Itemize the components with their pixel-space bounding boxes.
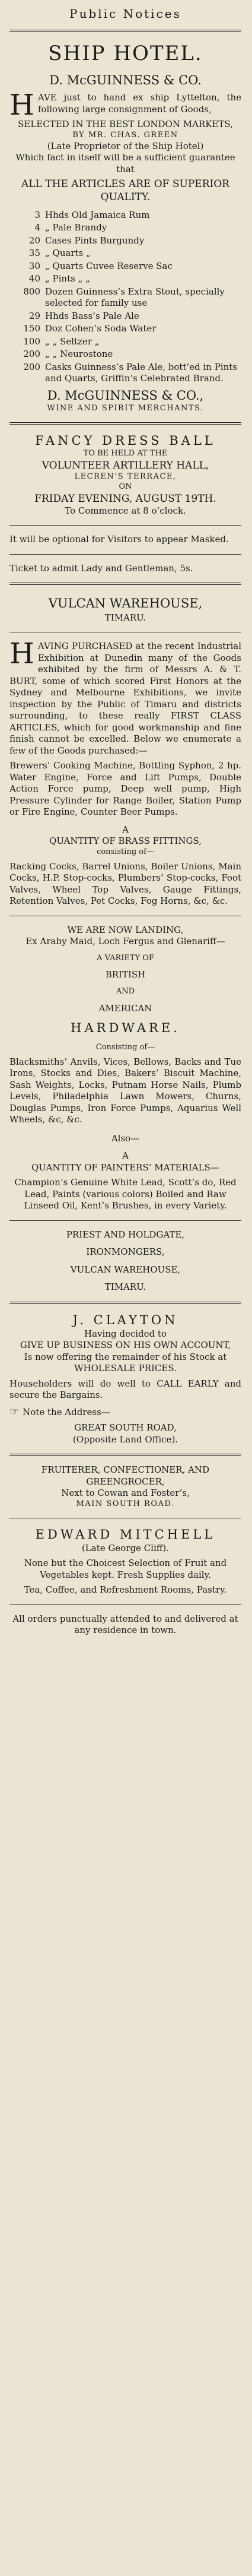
vulcan-intro: HAVING PURCHASED at the recent Industrial Exhibition at Dunedin many of the Goods exhibited by the firm of Messrs A. & T. BURT, some of which scored First Honors at the Sydney and Melbourne Exhibitions, we invite inspection by the Public of Timaru and districts surrounding, to these really FIRST CLASS ARTICLES, which for good workmanship and fine finish cannot be excelled. Below we enumerate a few of the Goods purchased:— [9,637,241,756]
fancy-ball-title: FANCY DRESS BALL [35,433,216,448]
stock-row [9,247,241,260]
vulcan-american: AMERICAN [98,1002,152,1014]
clayton-giving-up: GIVE UP BUSINESS ON HIS OWN ACCOUNT, [20,1340,231,1351]
stock-desc: Casks Guinness’s Pale Ale, bott’ed in Pints and Quarts, Griffin’s Celebrated Brand. [45,361,237,384]
vulcan-firm: PRIEST AND HOLDGATE, [66,1229,185,1240]
clayton-opposite: (Opposite Land Office). [72,1433,178,1445]
stock-qty: 3 [34,209,40,220]
clayton-ad [9,1312,241,1446]
divider [9,30,241,32]
mitchell-trades: FRUITERER, CONFECTIONER, AND GREENGROCER, [41,1464,210,1487]
stock-desc: Hhds Old Jamaica Rum [45,209,150,220]
mitchell-orders: All orders punctually attended to and delivered at any residence in town. [12,1613,238,1636]
pointing-hand-icon: ☞ [9,1405,20,1418]
ship-hotel-late: (Late Proprietor of the Ship Hotel) [47,140,204,151]
stock-row [9,273,241,286]
vulcan-consisting: consisting of— [97,847,154,856]
stock-qty: 800 [23,286,40,297]
stock-qty: 35 [28,248,40,259]
ship-hotel-firm: D. McGUINNESS & CO. [49,73,202,88]
stock-desc: „ Pale Brandy [45,222,107,233]
vulcan-title: VULCAN WAREHOUSE, [48,596,203,611]
ship-hotel-dropcap: H [9,88,34,122]
stock-row [9,361,241,385]
vulcan-list-machines: Brewers’ Cooking Machine, Bottling Syphon, 2 hp. Water Engine, Force and Lift Pumps, Double Action Force pump, Deep well pump, High Pressure Cylinder for Range Boiler, Station Pump or Fire Engine, Counter Beer Pumps. [9,760,241,818]
vulcan-paint-heading: QUANTITY OF PAINTERS’ MATERIALS— [31,1162,219,1173]
fancy-ball-venue: VOLUNTEER ARTILLERY HALL, [42,459,209,471]
mitchell-ad [9,1464,241,1637]
fancy-ball-terrace: LECREN’S TERRACE, [74,472,177,482]
vulcan-consisting2: Consisting of— [95,1042,155,1052]
ship-hotel-title: SHIP HOTEL. [48,42,203,65]
fancy-ball-held: TO BE HELD AT THE [83,449,168,458]
vulcan-also: Also— [111,1132,140,1144]
stock-desc: „ „ Neurostone [45,349,113,360]
ship-hotel-which: Which fact in itself will be a sufficient guarantee that [15,152,235,175]
vulcan-a1: A [122,824,129,835]
stock-desc: Dozen Guinness’s Extra Stout, specially selected for family use [45,286,225,309]
clayton-offering: Is now offering the remainder of his Stock at [24,1351,227,1362]
ship-hotel-intro: HAVE just to hand ex ship Lyttelton, the following large consignment of Goods, [9,88,241,122]
fancy-ball-ticket: Ticket to admit Lady and Gentleman, 5s. [9,562,193,574]
fancy-ball-on: ON [119,482,132,491]
stock-row [9,322,241,336]
mitchell-next: Next to Cowan and Foster’s, [61,1488,190,1499]
vulcan-brass-heading: QUANTITY OF BRASS FITTINGS, [49,836,202,847]
ship-hotel-by: BY MR. CHAS. GREEN [72,130,178,140]
mitchell-street: MAIN SOUTH ROAD. [76,1499,175,1508]
stock-desc: Doz Cohen’s Soda Water [45,323,157,334]
stock-qty: 29 [28,310,40,321]
stock-qty: 30 [28,260,40,271]
vulcan-ex: Ex Araby Maid, Loch Fergus and Glenariff— [25,936,225,947]
stock-row [9,260,241,273]
stock-row [9,221,241,235]
divider [9,525,241,526]
mitchell-name: EDWARD MITCHELL [35,1527,216,1542]
stock-qty: 200 [23,361,40,372]
clayton-decided: Having decided to [84,1328,167,1339]
stock-qty: 20 [28,235,40,246]
ship-hotel-ad [9,40,241,414]
stock-row [9,336,241,349]
clayton-note: ☞ Note the Address— [9,1405,110,1418]
divider [9,583,241,585]
vulcan-list-paint: Champion’s Genuine White Lead, Scott’s do, Red Lead, Paints (various colors) Boiled and Raw Linseed Oil, Kent’s Brushes, in every Variety. [14,1177,237,1211]
vulcan-town2: TIMARU. [104,1281,146,1293]
vulcan-british: BRITISH [105,969,146,980]
masthead: Public Notices [69,7,181,21]
divider [9,1454,241,1456]
vulcan-hardware: HARDWARE. [71,1021,180,1036]
mitchell-late: (Late George Cliff). [81,1542,170,1553]
clayton-householders: Householders will do well to CALL EARLY and secure the Bargains. [9,1378,241,1401]
vulcan-dropcap: H [9,637,34,671]
vulcan-warehouse: VULCAN WAREHOUSE, [70,1264,181,1275]
fancy-ball-option: It will be optional for Visitors to appear Masked. [9,534,229,545]
stock-desc: Hhds Bass’s Pale Ale [45,310,139,321]
ship-hotel-selected: SELECTED IN THE BEST LONDON MARKETS, [18,119,233,130]
clayton-name: J. CLAYTON [72,1312,178,1327]
stock-desc: „ Quarts „ [45,248,91,259]
vulcan-town: TIMARU. [104,612,146,623]
vulcan-and: AND [116,986,135,996]
mitchell-tea: Tea, Coffee, and Refreshment Rooms, Pastry. [24,1584,227,1596]
stock-row [9,235,241,248]
divider [9,1220,241,1221]
fancy-ball-ad [9,433,241,575]
stock-qty: 100 [23,336,40,347]
stock-desc: „ Pints „ „ [45,273,90,284]
fancy-ball-date: FRIDAY EVENING, AUGUST 19TH. [34,492,216,505]
vulcan-landing: WE ARE NOW LANDING, [67,924,184,935]
ship-hotel-footer-trade: WINE AND SPIRIT MERCHANTS. [47,403,204,413]
clayton-address: GREAT SOUTH ROAD, [74,1422,177,1433]
stock-desc: „ Quarts Cuvee Reserve Sac [45,260,173,271]
stock-qty: 150 [23,323,40,334]
ship-hotel-all: ALL THE ARTICLES ARE OF SUPERIOR QUALITY. [21,178,229,204]
fancy-ball-time: To Commence at 8 o’clock. [65,505,186,516]
mitchell-none: None but the Choicest Selection of Fruit and Vegetables kept. Fresh Supplies daily. [24,1558,227,1580]
divider [9,422,241,425]
stock-desc: Cases Pints Burgundy [45,235,145,246]
stock-row [9,348,241,361]
vulcan-list-brass: Racking Cocks, Barrel Unions, Boiler Unions, Main Cocks, H.P. Stop-cocks, Plumbers’ Stop-cocks, Foot Valves, Wheel Top Valves, Gauge Fittings, Retention Valves, Pet Cocks, Fog Horns, &c, &c. [9,860,241,907]
vulcan-variety: A VARIETY OF [97,953,154,963]
clayton-wholesale: WHOLESALE PRICES. [74,1363,177,1374]
stock-row [9,209,241,222]
vulcan-a2: A [122,1150,129,1162]
bottom-margin [9,1640,241,1676]
ship-hotel-footer-firm: D. McGUINNESS & CO., [47,388,204,403]
vulcan-ironmongers: IRONMONGERS, [86,1246,165,1258]
stock-desc: „ „ Seltzer „ [45,336,100,347]
stock-qty: 200 [23,349,40,360]
stock-row [9,310,241,323]
divider [9,554,241,555]
stock-row [9,286,241,310]
vulcan-list-hardware: Blacksmiths’ Anvils, Vices, Bellows, Backs and Tue Irons, Stocks and Dies, Bakers’ Biscuit Machine, Sash Weights, Locks, Putnam Horse Nails, Plumb Levels, Philadelphia Lawn Mowers, Churns, Douglas Pumps, Iron Force Pumps, Aquarius Well Wheels, &c, &c. [9,1056,241,1125]
divider [9,1302,241,1304]
stock-qty: 4 [34,222,40,233]
stock-qty: 40 [28,273,40,284]
vulcan-warehouse-ad [9,596,241,1293]
ship-hotel-stock-list [9,209,241,385]
